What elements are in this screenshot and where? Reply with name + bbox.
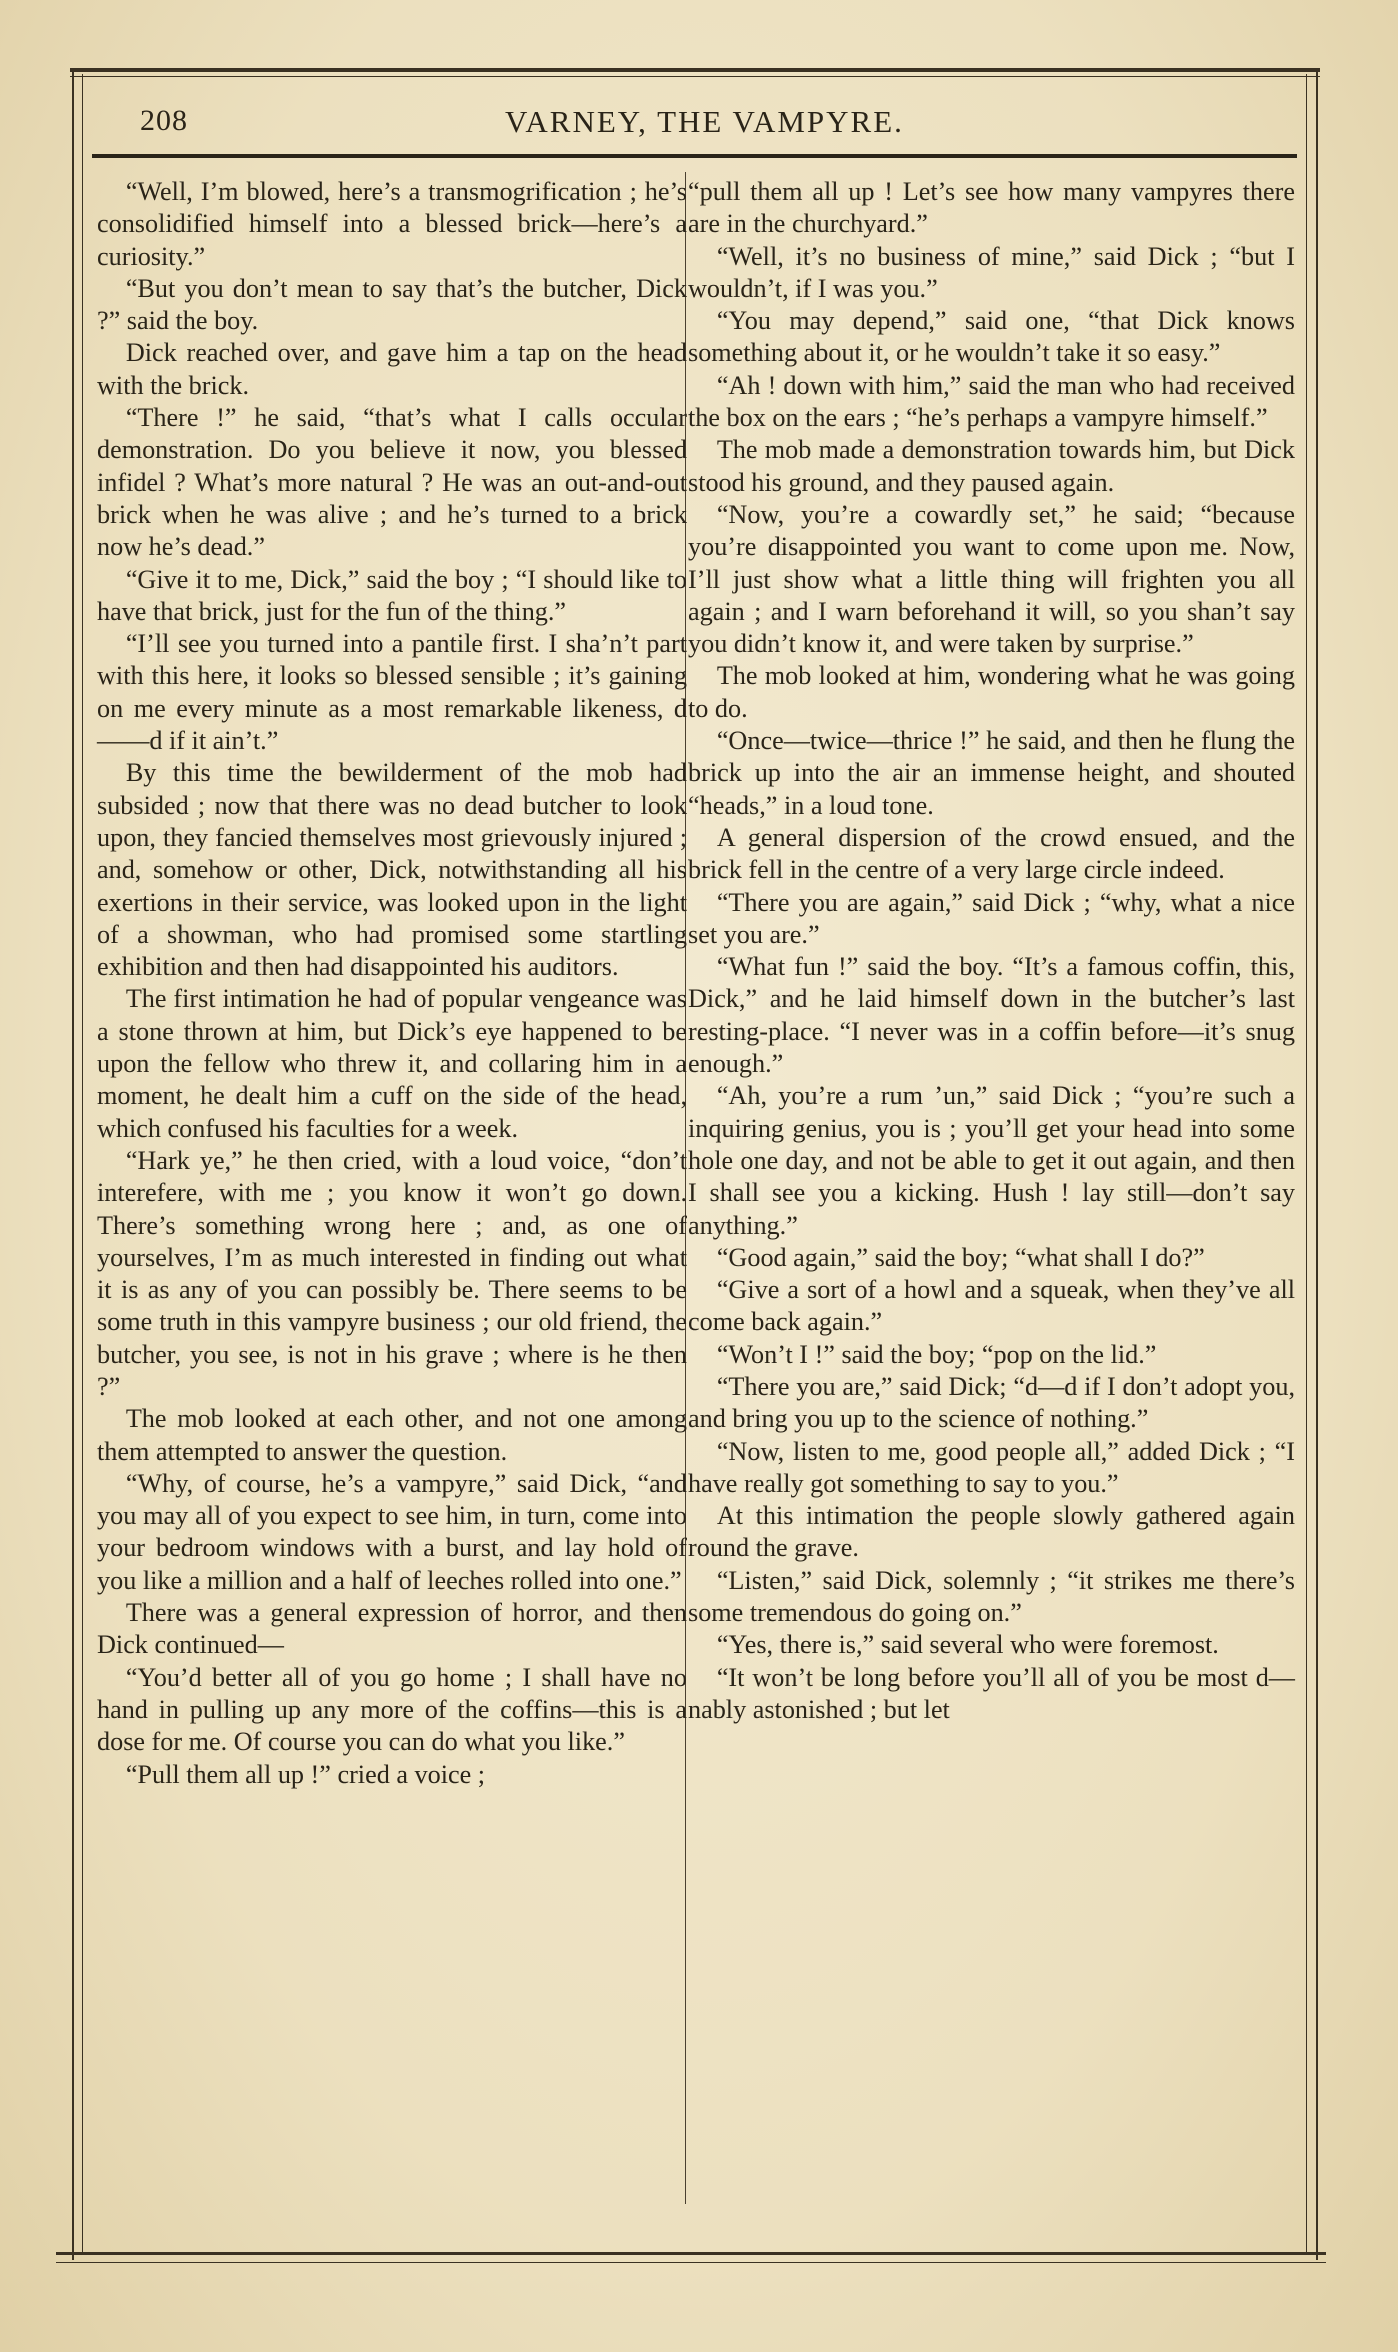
paragraph: “Pull them all up !” cried a voice ;: [125, 1759, 486, 1789]
paragraph: “Well, it’s no business of mine,” said Dick ; “but I wouldn’t, if I was you.”: [688, 241, 1295, 303]
paragraph: At this intimation the people slowly gathered again round the grave.: [688, 1501, 1295, 1563]
paragraph: “You’d better all of you go home ; I shall have no hand in pulling up any more of the coffins—this is a dose for me. Of course you can do what you like.”: [97, 1662, 687, 1757]
paragraph: “What fun !” said the boy. “It’s a famous coffin, this, Dick,” and he laid himself down in the butcher’s last resting-place. “I never was in a coffin before—it’s snug enough.”: [688, 952, 1295, 1079]
paragraph: “There you are,” said Dick; “d—d if I don’t adopt you, and bring you up to the science of nothing.”: [688, 1371, 1295, 1434]
paragraph: The first intimation he had of popular vengeance was a stone thrown at him, but Dick’s eye happened to be upon the fellow who threw it, and collaring him in a moment, he dealt him a cuff on the side of the head, which confused his faculties for a week.: [97, 984, 687, 1143]
left-column: [97, 176, 687, 1791]
left-border-rule: [72, 70, 74, 2260]
paragraph: “pull them all up ! Let’s see how many vampyres there are in the churchyard.”: [688, 177, 1295, 239]
paragraph: “It won’t be long before you’ll all of you be most d—nably astonished ; but let: [688, 1662, 1295, 1724]
paragraph: “Good again,” said the boy; “what shall I do?”: [716, 1242, 1205, 1272]
paragraph: “Now, listen to me, good people all,” added Dick ; “I have really got something to say to you.”: [688, 1436, 1295, 1498]
bottom-border-rule: [56, 2252, 1326, 2255]
paragraph: By this time the bewilderment of the mob had subsided ; now that there was no dead butcher to look upon, they fancied themselves most grievously injured ; and, somehow or other, Dick, notwithstanding all his exertions in their service, was looked upon in the light of a showman, who had promised some startling exhibition and then had disappointed his auditors.: [97, 758, 687, 982]
paragraph: Dick reached over, and gave him a tap on the head with the brick.: [97, 338, 687, 400]
paragraph: “Hark ye,” he then cried, with a loud voice, “don’t interefere, with me ; you know it won’t go down. There’s something wrong here ; and, as one of yourselves, I’m as much interested in finding out what it is as any of you can possibly be. There seems to be some truth in this vampyre business ; our old friend, the butcher, you see, is not in his grave ; where is he then ?”: [97, 1145, 687, 1401]
paragraph: “Yes, there is,” said several who were foremost.: [716, 1630, 1219, 1660]
paragraph: “Why, of course, he’s a vampyre,” said Dick, “and you may all of you expect to see him, in turn, come into your bedroom windows with a burst, and lay hold of you like a million and a half of leeches rolled into one.”: [97, 1468, 687, 1595]
paragraph: The mob looked at each other, and not one among them attempted to answer the question.: [97, 1404, 687, 1466]
paragraph: “I’ll see you turned into a pantile first. I sha’n’t part with this here, it looks so blessed sensible ; it’s gaining on me every minute as a most remarkable likeness, d——d if it ain’t.”: [97, 629, 687, 756]
paragraph: “Won’t I !” said the boy; “pop on the lid.”: [716, 1339, 1157, 1369]
header-rule: [92, 154, 1297, 158]
top-border-thin-rule: [70, 76, 1320, 77]
paragraph: “Give a sort of a howl and a squeak, when they’ve all come back again.”: [688, 1275, 1295, 1337]
paragraph: “Once—twice—thrice !” he said, and then he flung the brick up into the air an immense height, and shouted “heads,” in a loud tone.: [688, 726, 1295, 820]
paragraph: The mob looked at him, wondering what he was going to do.: [688, 661, 1295, 723]
right-column: [688, 176, 1295, 1726]
paragraph: “But you don’t mean to say that’s the butcher, Dick ?” said the boy.: [97, 273, 687, 336]
paragraph: “Give it to me, Dick,” said the boy ; “I should like to have that brick, just for the fun of the thing.”: [97, 564, 687, 626]
page-number: 208: [140, 104, 188, 137]
running-title: VARNEY, THE VAMPYRE.: [505, 104, 904, 139]
paragraph: “You may depend,” said one, “that Dick knows something about it, or he wouldn’t take it so easy.”: [688, 306, 1295, 368]
paragraph: “Ah, you’re a rum ’un,” said Dick ; “you’re such a inquiring genius, you is ; you’ll get your head into some hole one day, and not be able to get it out again, and then I shall see you a kicking. Hush ! lay still—don’t say anything.”: [688, 1081, 1295, 1240]
paragraph: “Listen,” said Dick, solemnly ; “it strikes me there’s some tremendous do going on.”: [688, 1565, 1295, 1628]
bottom-border-thin-rule: [56, 2262, 1326, 2263]
paragraph: “Well, I’m blowed, here’s a transmogrification ; he’s consolidified himself into a blessed brick—here’s a curiosity.”: [97, 177, 687, 271]
top-border-rule: [70, 68, 1320, 72]
paragraph: “Ah ! down with him,” said the man who had received the box on the ears ; “he’s perhaps a vampyre himself.”: [688, 370, 1295, 433]
paragraph: “There you are again,” said Dick ; “why, what a nice set you are.”: [688, 887, 1295, 949]
paragraph: There was a general expression of horror, and then Dick continued—: [97, 1598, 687, 1660]
paragraph: “There !” he said, “that’s what I calls occular demonstration. Do you believe it now, you blessed infidel ? What’s more natural ? He was an out-and-out brick when he was alive ; and he’s turned to a brick now he’s dead.”: [97, 403, 687, 562]
right-border-rule: [1316, 70, 1318, 2260]
paragraph: The mob made a demonstration towards him, but Dick stood his ground, and they paused again.: [688, 435, 1295, 497]
paragraph: A general dispersion of the crowd ensued, and the brick fell in the centre of a very large circle indeed.: [688, 822, 1295, 885]
left-border-inner-rule: [82, 74, 83, 2254]
right-border-inner-rule: [1306, 74, 1307, 2254]
paragraph: “Now, you’re a cowardly set,” he said; “because you’re disappointed you want to come upon me. Now, I’ll just show what a little thing will frighten you all again ; and I warn beforehand it will, so you shan’t say you didn’t know it, and were taken by surprise.”: [688, 499, 1295, 659]
